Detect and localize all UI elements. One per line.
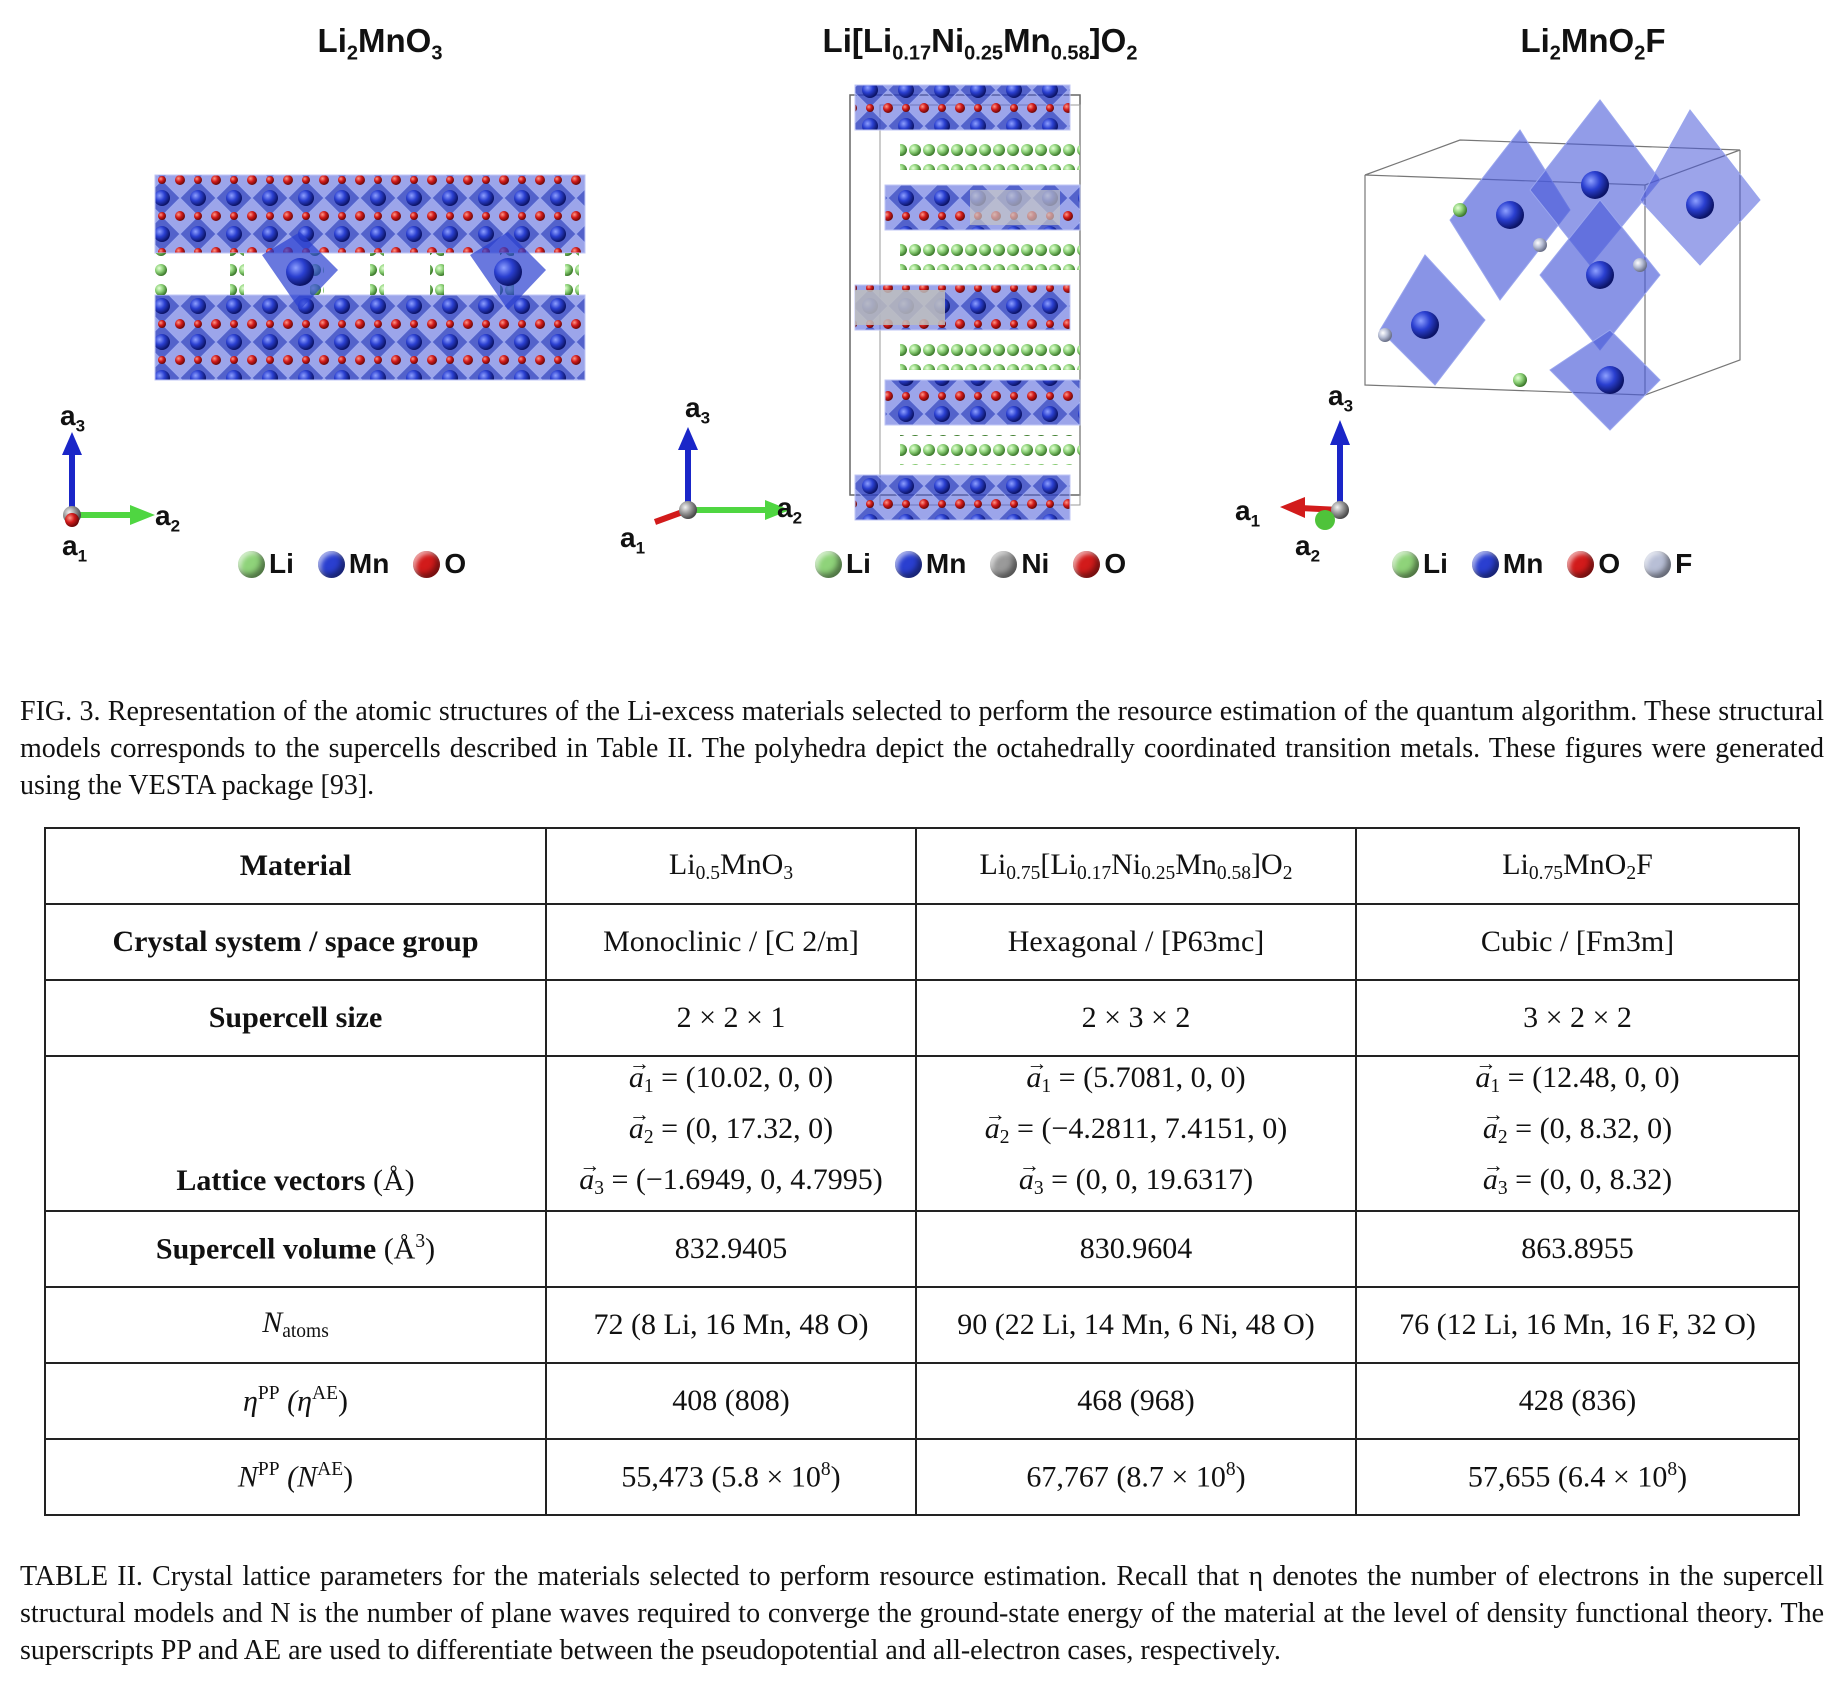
axis-label-a1: $a_1$ (1235, 495, 1261, 531)
table-row-lattice-vectors (45, 1056, 1799, 1211)
lattice-cell: → $a_1 = (10.02$, 0, 0) → $a_2 = (0$, 17.32, 0) → $a_3 = (-1.6949$, 0, 4.7995) (546, 1056, 916, 1211)
table-cell: 57,655 $(6.4 \times 10^8)$ (1356, 1439, 1799, 1515)
legend-swatch-ni (990, 551, 1017, 578)
table-cell: 67,767 $(8.7 \times 10^8)$ (916, 1439, 1356, 1515)
structure-render-li-ni-mn-o2 (600, 0, 1220, 600)
table-cell: 2 × 3 × 2 (916, 980, 1356, 1056)
legend-swatch-li (238, 551, 265, 578)
structure-render-li2mno3 (0, 0, 600, 600)
legend-swatch-o (413, 551, 440, 578)
table-cell: Monoclinic / [C 2/m] (546, 904, 916, 980)
legend-swatch-o (1073, 551, 1100, 578)
structure-render-li2mno2f (1220, 0, 1842, 600)
table-cell: 830.9604 (916, 1211, 1356, 1287)
axis-label-a1: $a_1$ (620, 522, 646, 558)
row-header-eta: $\eta^{PP}$ $(\eta^{AE})$ (45, 1363, 546, 1439)
figure-caption: FIG. 3. Representation of the atomic structures of the Li-excess materials selected to perform the resource estimation of the quantum algorithm. These structural models corresponds to the supercells described in Table II. The polyhedra depict the octahedrally coordinated transition metals. These figures were generated using the VESTA package [93]. (20, 696, 1824, 801)
table-cell: Hexagonal / [P63mc] (916, 904, 1356, 980)
row-header-supercell-size: Supercell size (45, 980, 546, 1056)
axis-label-a3: $a_3$ (1328, 380, 1354, 416)
legend-item: Li (815, 548, 871, 580)
table-cell: 3 × 2 × 2 (1356, 980, 1799, 1056)
legend-swatch-mn (895, 551, 922, 578)
table-cell: 55,473 $(5.8 \times 10^8)$ (546, 1439, 916, 1515)
legend-swatch-mn (318, 551, 345, 578)
legend-item: Li (238, 548, 294, 580)
table-cell: 76 (12 Li, 16 Mn, 16 F, 32 O) (1356, 1287, 1799, 1363)
table-row-plane-waves (45, 1439, 1799, 1515)
panel-title: $Li[Li_{0.17}Ni_{0.25}Mn_{0.58}]O_2$ (822, 22, 1138, 65)
legend-swatch-mn (1472, 551, 1499, 578)
table-cell: 90 (22 Li, 14 Mn, 6 Ni, 48 O) (916, 1287, 1356, 1363)
row-header-supercell-volume: Supercell volume $(Å^3)$ (45, 1211, 546, 1287)
table-cell: 428 (836) (1356, 1363, 1799, 1439)
axis-label-a2: $a_2$ (777, 492, 803, 528)
legend-item: Ni (990, 548, 1049, 580)
legend-item: F (1644, 548, 1692, 580)
material-cell: $Li_{0.75}[Li_{0.17}Ni_{0.25}Mn_{0.58}]O_2$ (916, 828, 1356, 904)
panel-li-li-ni-mn-o2 (600, 0, 1220, 600)
legend-item: O (1073, 548, 1126, 580)
legend-item: Mn (318, 548, 389, 580)
material-cell: $Li_{0.75}MnO_2F$ (1356, 828, 1799, 904)
legend-item: Mn (895, 548, 966, 580)
legend-swatch-o (1567, 551, 1594, 578)
table-row-natoms (45, 1287, 1799, 1363)
legend-swatch-li (1392, 551, 1419, 578)
axis-label-a3: $a_3$ (60, 400, 86, 436)
row-header-material: Material (45, 828, 546, 904)
table-cell: Cubic / [Fm3m] (1356, 904, 1799, 980)
legend-item: O (1567, 548, 1620, 580)
legend-item: Li (1392, 548, 1448, 580)
axis-label-a2: $a_2$ (155, 500, 181, 536)
axis-label-a3: $a_3$ (685, 392, 711, 428)
legend-swatch-li (815, 551, 842, 578)
axis-label-a2: $a_2$ (1295, 530, 1321, 566)
table-cell: 408 (808) (546, 1363, 916, 1439)
axis-label-a1: $a_1$ (62, 530, 88, 566)
table-cell: 2 × 2 × 1 (546, 980, 916, 1056)
legend-item: O (413, 548, 466, 580)
table-cell: 863.8955 (1356, 1211, 1799, 1287)
legend (815, 548, 1150, 580)
panel-title: $Li_2MnO_3$ (317, 22, 443, 65)
lattice-parameters-table (44, 827, 1800, 1516)
panel-li2mno3 (0, 0, 600, 600)
row-header-plane-waves: $N^{PP}$ $(N^{AE})$ (45, 1439, 546, 1515)
row-header-natoms: $N_{atoms}$ (45, 1287, 546, 1363)
row-header-crystal-system: Crystal system / space group (45, 904, 546, 980)
table-row-eta (45, 1363, 1799, 1439)
table-row-crystal-system (45, 904, 1799, 980)
material-cell: $Li_{0.5}MnO_3$ (546, 828, 916, 904)
lattice-cell: → $a_1 = (5.7081$, 0, 0) → $a_2 = (-4.2811$, 7.4151, 0) → $a_3 = (0$, 0, 19.6317) (916, 1056, 1356, 1211)
table-row-supercell-volume (45, 1211, 1799, 1287)
legend-item: Mn (1472, 548, 1543, 580)
table-cell: 832.9405 (546, 1211, 916, 1287)
lattice-cell: → $a_1 = (12.48$, 0, 0) → $a_2 = (0$, 8.32, 0) → $a_3 = (0$, 0, 8.32) (1356, 1056, 1799, 1211)
row-header-lattice-vectors: Lattice vectors (Å) (45, 1056, 546, 1211)
legend-swatch-f (1644, 551, 1671, 578)
table-row-material (45, 828, 1799, 904)
panel-title: $Li_2MnO_2F$ (1520, 22, 1666, 65)
table-cell: 468 (968) (916, 1363, 1356, 1439)
legend (238, 548, 490, 580)
table-row-supercell-size (45, 980, 1799, 1056)
legend (1392, 548, 1716, 580)
panel-li2mno2f (1220, 0, 1842, 600)
table-cell: 72 (8 Li, 16 Mn, 48 O) (546, 1287, 916, 1363)
table-caption: TABLE II. Crystal lattice parameters for the materials selected to perform resource estimation. Recall that η denotes the number of electrons in the supercell structural models and N is the number of plane waves required to converge the ground-state energy of the material at the level of density functional theory. The superscripts PP and AE are used to differentiate between the pseudopotential and all-electron cases, respectively. (20, 1561, 1824, 1666)
